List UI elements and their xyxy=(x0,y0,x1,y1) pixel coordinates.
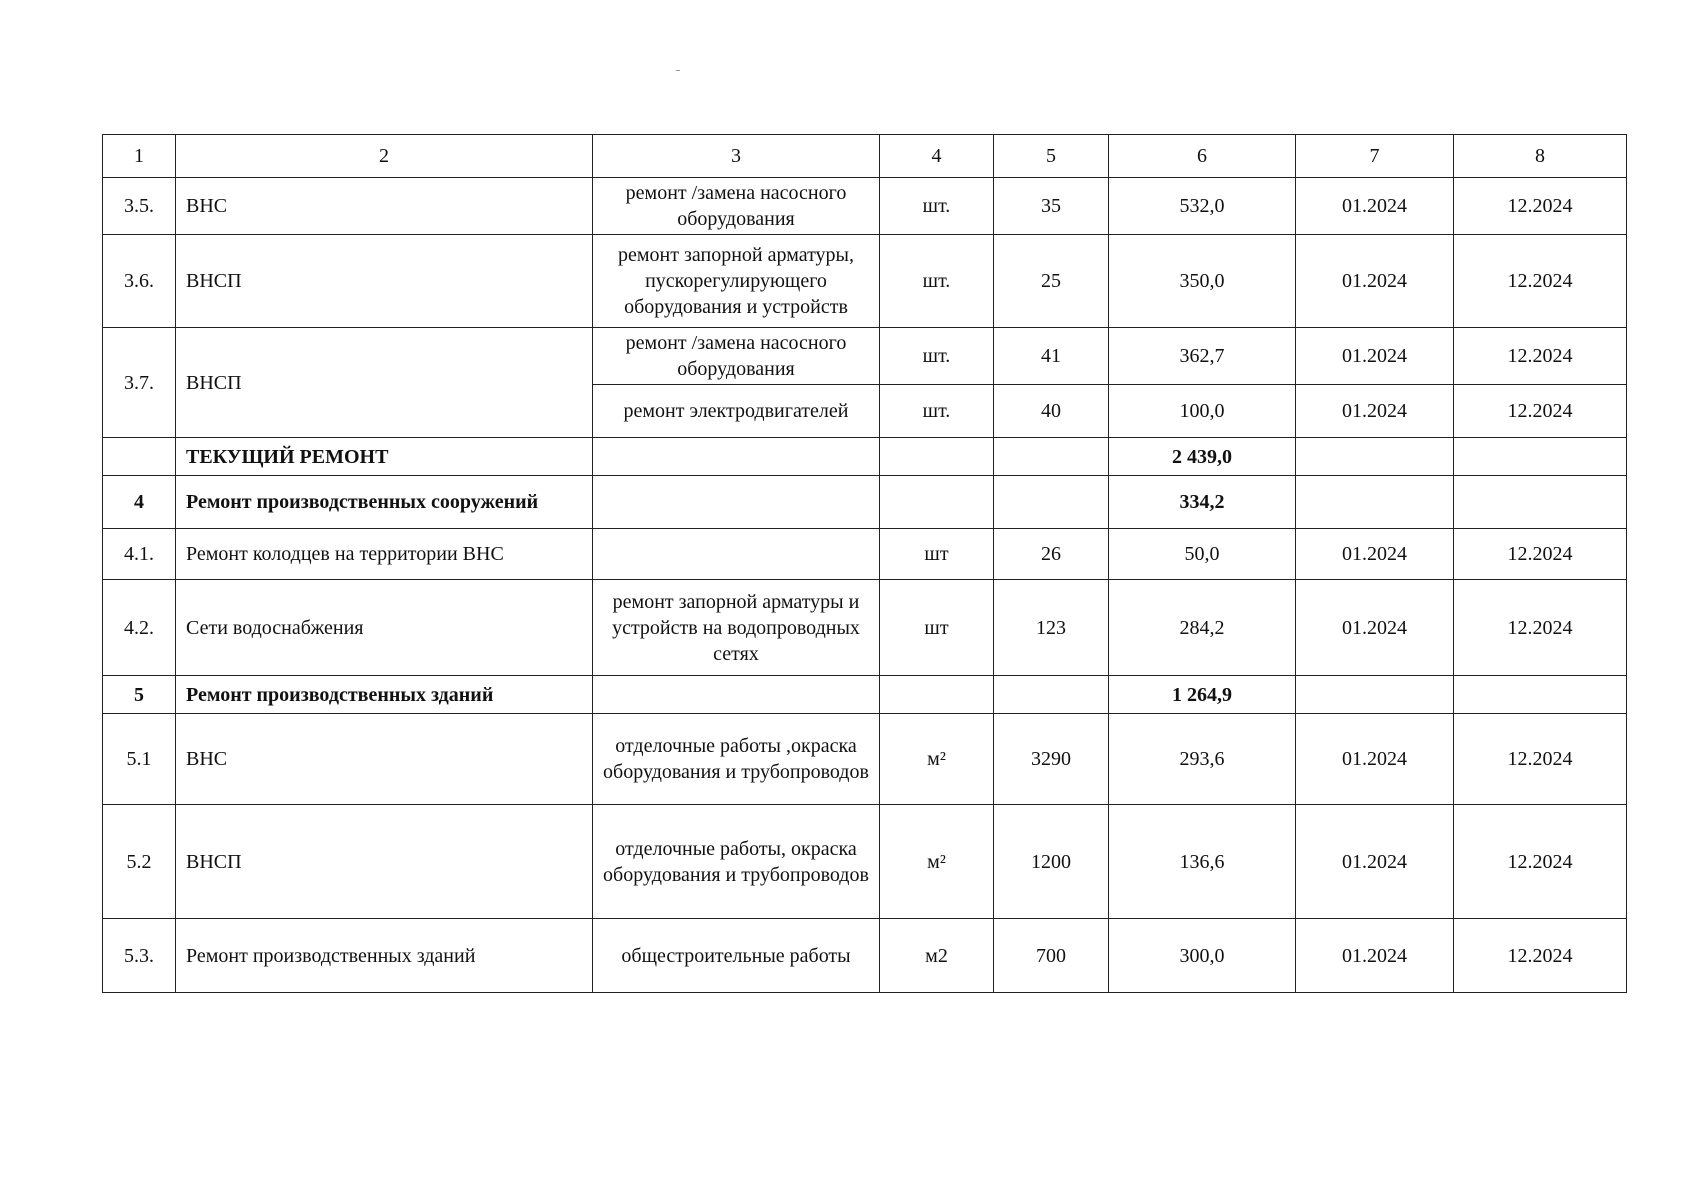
work-type: общестроительные работы xyxy=(593,919,880,993)
row-number: 3.5. xyxy=(103,178,176,235)
header-cell-8: 8 xyxy=(1454,135,1627,178)
start-date: 01.2024 xyxy=(1296,328,1454,385)
section-cost: 334,2 xyxy=(1109,476,1296,529)
row-number: 3.7. xyxy=(103,328,176,438)
work-type: ремонт /замена насосного оборудования xyxy=(593,328,880,385)
quantity: 40 xyxy=(994,385,1109,438)
work-type: ремонт электродвигателей xyxy=(593,385,880,438)
unit: шт. xyxy=(880,235,994,328)
start-date: 01.2024 xyxy=(1296,919,1454,993)
row-number: 5.3. xyxy=(103,919,176,993)
end-date: 12.2024 xyxy=(1454,328,1627,385)
end-date: 12.2024 xyxy=(1454,919,1627,993)
cost: 293,6 xyxy=(1109,714,1296,805)
section-number: 4 xyxy=(103,476,176,529)
row-number: 5.1 xyxy=(103,714,176,805)
cost: 350,0 xyxy=(1109,235,1296,328)
cost: 362,7 xyxy=(1109,328,1296,385)
quantity: 700 xyxy=(994,919,1109,993)
section-cost: 1 264,9 xyxy=(1109,676,1296,714)
unit: шт xyxy=(880,580,994,676)
row-number: 4.1. xyxy=(103,529,176,580)
cost: 50,0 xyxy=(1109,529,1296,580)
unit: шт. xyxy=(880,385,994,438)
section-title: Ремонт производственных сооружений xyxy=(176,476,593,529)
work-type xyxy=(593,529,880,580)
cost: 100,0 xyxy=(1109,385,1296,438)
table-row xyxy=(103,328,1627,385)
object-name: ВНСП xyxy=(176,235,593,328)
unit: м² xyxy=(880,714,994,805)
subtotal-cost: 2 439,0 xyxy=(1109,438,1296,476)
start-date: 01.2024 xyxy=(1296,235,1454,328)
end-date: 12.2024 xyxy=(1454,178,1627,235)
cost: 532,0 xyxy=(1109,178,1296,235)
header-cell-7: 7 xyxy=(1296,135,1454,178)
row-number: 3.6. xyxy=(103,235,176,328)
header-cell-3: 3 xyxy=(593,135,880,178)
object-name: ВНСП xyxy=(176,805,593,919)
quantity: 1200 xyxy=(994,805,1109,919)
start-date: 01.2024 xyxy=(1296,580,1454,676)
unit: м² xyxy=(880,805,994,919)
quantity: 41 xyxy=(994,328,1109,385)
section-number: 5 xyxy=(103,676,176,714)
end-date: 12.2024 xyxy=(1454,385,1627,438)
object-name: Ремонт производственных зданий xyxy=(176,919,593,993)
start-date: 01.2024 xyxy=(1296,529,1454,580)
quantity: 123 xyxy=(994,580,1109,676)
row-number: 5.2 xyxy=(103,805,176,919)
table-row xyxy=(103,235,1627,328)
quantity: 35 xyxy=(994,178,1109,235)
table-row xyxy=(103,580,1627,676)
scan-speck xyxy=(676,70,680,71)
start-date: 01.2024 xyxy=(1296,805,1454,919)
work-type: ремонт запорной арматуры и устройств на водопроводных сетях xyxy=(593,580,880,676)
table-row xyxy=(103,178,1627,235)
table-row xyxy=(103,919,1627,993)
work-type: отделочные работы, окраска оборудования и трубопроводов xyxy=(593,805,880,919)
section-row xyxy=(103,476,1627,529)
work-type: отделочные работы ,окраска оборудования и трубопроводов xyxy=(593,714,880,805)
end-date: 12.2024 xyxy=(1454,805,1627,919)
end-date: 12.2024 xyxy=(1454,235,1627,328)
quantity: 3290 xyxy=(994,714,1109,805)
unit: м2 xyxy=(880,919,994,993)
header-cell-5: 5 xyxy=(994,135,1109,178)
object-name: Сети водоснабжения xyxy=(176,580,593,676)
header-cell-6: 6 xyxy=(1109,135,1296,178)
work-type: ремонт запорной арматуры, пускорегулирующего оборудования и устройств xyxy=(593,235,880,328)
subtotal-title: ТЕКУЩИЙ РЕМОНТ xyxy=(176,438,593,476)
end-date: 12.2024 xyxy=(1454,714,1627,805)
start-date: 01.2024 xyxy=(1296,714,1454,805)
section-title: Ремонт производственных зданий xyxy=(176,676,593,714)
unit: шт. xyxy=(880,178,994,235)
unit: шт. xyxy=(880,328,994,385)
end-date: 12.2024 xyxy=(1454,529,1627,580)
quantity: 26 xyxy=(994,529,1109,580)
end-date: 12.2024 xyxy=(1454,580,1627,676)
quantity: 25 xyxy=(994,235,1109,328)
object-name: Ремонт колодцев на территории ВНС xyxy=(176,529,593,580)
table-row xyxy=(103,529,1627,580)
unit: шт xyxy=(880,529,994,580)
section-row xyxy=(103,676,1627,714)
header-cell-2: 2 xyxy=(176,135,593,178)
object-name: ВНС xyxy=(176,714,593,805)
cost: 300,0 xyxy=(1109,919,1296,993)
header-cell-1: 1 xyxy=(103,135,176,178)
start-date: 01.2024 xyxy=(1296,178,1454,235)
repair-schedule-table xyxy=(102,134,1627,993)
header-cell-4: 4 xyxy=(880,135,994,178)
object-name: ВНСП xyxy=(176,328,593,438)
object-name: ВНС xyxy=(176,178,593,235)
header-row xyxy=(103,135,1627,178)
start-date: 01.2024 xyxy=(1296,385,1454,438)
row-number: 4.2. xyxy=(103,580,176,676)
subtotal-row xyxy=(103,438,1627,476)
work-type: ремонт /замена насосного оборудования xyxy=(593,178,880,235)
cost: 284,2 xyxy=(1109,580,1296,676)
cost: 136,6 xyxy=(1109,805,1296,919)
table-row xyxy=(103,805,1627,919)
table-row xyxy=(103,714,1627,805)
